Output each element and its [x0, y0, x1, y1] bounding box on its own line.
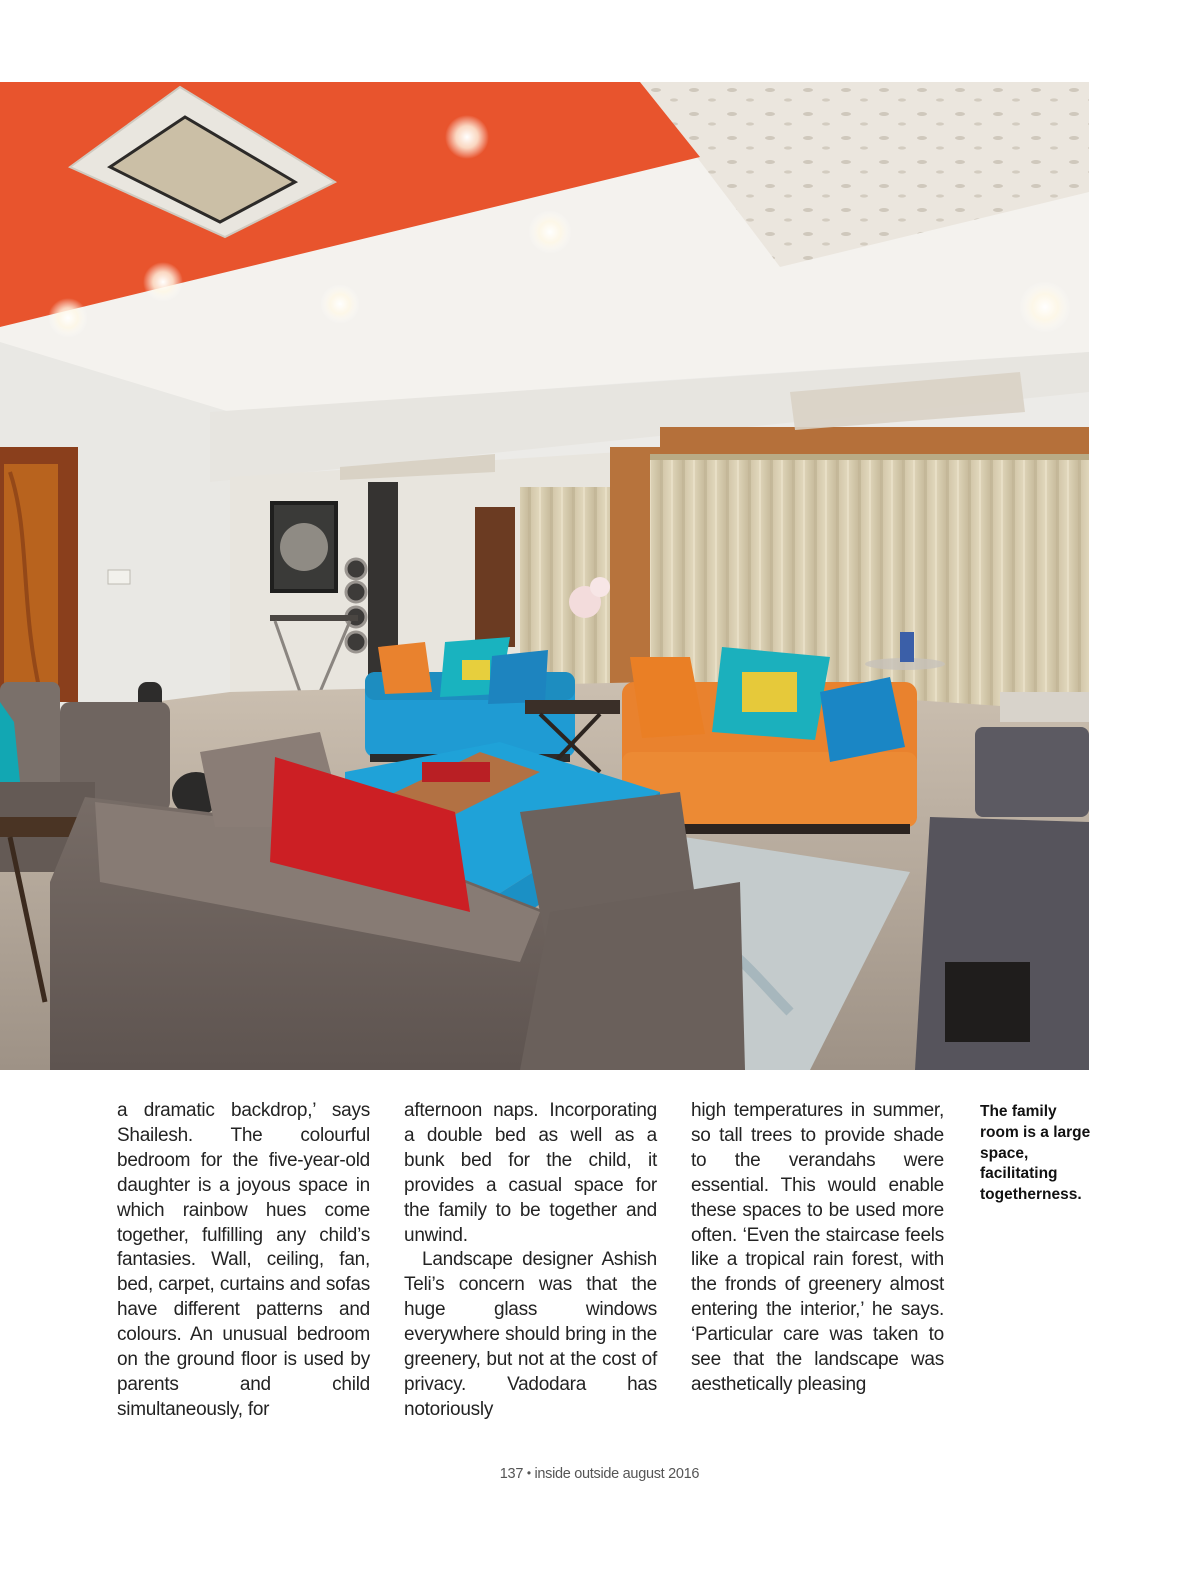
publication-name: inside outside august 2016: [534, 1466, 700, 1482]
page-number: 137: [499, 1466, 524, 1482]
bullet-separator: •: [526, 1466, 531, 1480]
article-paragraph: high temperatures in summer, so tall trees to provide shade to the verandahs were essential. This would enable these spaces to be used more often. ‘Even the staircase feels like a tropical rain forest, with the fronds of greenery almost entering the interior,’ he says. ‘Particular care was taken to see that the landscape was aesthetically pleasing: [691, 1100, 944, 1395]
article-paragraph: Landscape designer Ashish Teli’s concern was that the huge glass windows everywhere should bring in the greenery, but not at the cost of privacy. Vadodara has notoriously: [404, 1249, 657, 1420]
article-column-3: [691, 1099, 944, 1398]
article-column-1: [117, 1099, 370, 1423]
living-room-photo: [0, 82, 1089, 1070]
blue-sofa: [365, 637, 575, 762]
photo-caption: The family room is a large space, facilitating togetherness.: [980, 1103, 1091, 1204]
article-column-2: [404, 1099, 657, 1423]
article-paragraph: a dramatic backdrop,’ says Shailesh. The colourful bedroom for the five-year-old daughter is a joyous space in which rainbow hues come together, fulfilling any child’s fantasies. Wall, ceiling, fan, bed, carpet, curtains and sofas have different patterns and colours. An unusual bedroom on the ground floor is used by parents and child simultaneously, for: [117, 1100, 370, 1420]
page-footer: [0, 1466, 1199, 1482]
article-paragraph: afternoon naps. Incorporating a double bed as well as a bunk bed for the child, it provides a casual space for the family to be together and unwind.: [404, 1100, 657, 1246]
